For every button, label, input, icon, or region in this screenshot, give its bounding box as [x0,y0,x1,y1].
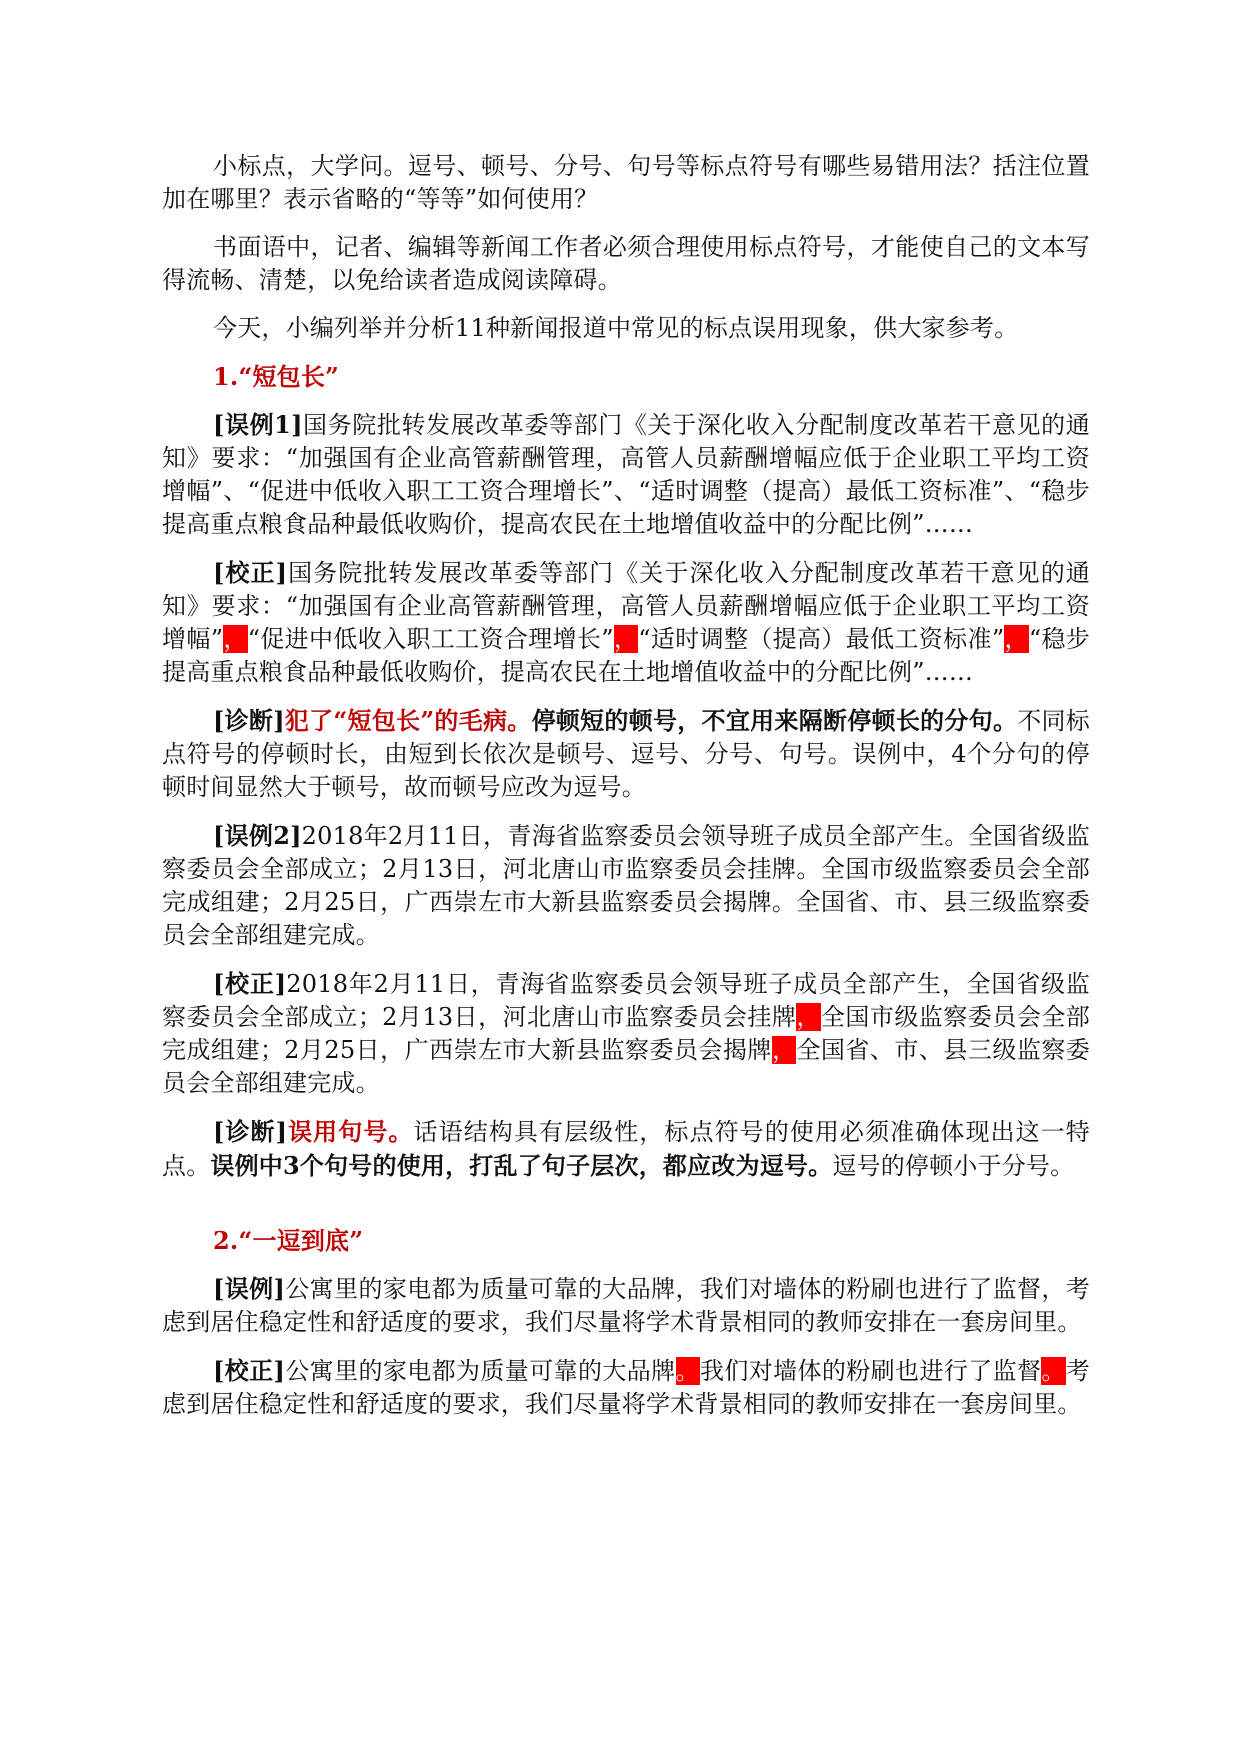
correction-text: “稳步提高重点粮食品种最低收购价，提高农民在土地增值收益中的分配比例”…… [162,625,1091,686]
diagnosis-2 [162,1115,1090,1183]
correction-tag: [校正] [213,969,287,998]
document-page [162,150,1090,1436]
wrong-example-2 [162,819,1090,952]
diagnosis-text: 不同标点符号的停顿时长，由短到长依次是顿号、逗号、分号、句号。误例中，4个分句的停顿时间显然大于顿号，故而顿号应改为逗号。 [162,707,1090,801]
wrong-example-text: 国务院批转发展改革委等部门《关于深化收入分配制度改革若干意见的通知》要求：“加强国有企业高管薪酬管理，高管人员薪酬增幅应低于企业职工平均工资增幅”、“促进中低收入职工工资合理增长”、“适时调整（提高）最低工资标准”、“稳步提高重点粮食品种最低收购价，提高农民在土地增值收益中的分配比例”…… [162,411,1090,538]
correction-text: 国务院批转发展改革委等部门《关于深化收入分配制度改革若干意见的通知》要求：“加强国有企业高管薪酬管理，高管人员薪酬增幅应低于企业职工平均工资增幅” [162,559,1090,653]
diagnosis-1 [162,704,1090,804]
correction-text: “促进中低收入职工工资合理增长” [247,625,614,653]
correction-2 [162,967,1090,1100]
correction-3 [162,1354,1090,1421]
diagnosis-tag: [诊断] [213,1117,288,1146]
wrong-example-tag: [误例2] [213,821,302,850]
corrected-punctuation-mark: 。 [675,1357,700,1385]
intro-paragraph-3: 今天，小编列举并分析11种新闻报道中常见的标点误用现象，供大家参考。 [213,314,1019,342]
wrong-example-3 [162,1272,1090,1339]
diagnosis-tag: [诊断] [213,706,285,735]
correction-text: 我们对墙体的粉刷也进行了监督 [699,1357,1042,1385]
wrong-example-1 [162,408,1090,541]
wrong-example-text: 2018年2月11日，青海省监察委员会领导班子成员全部产生。全国省级监察委员会全部成立；2月13日，河北唐山市监察委员会挂牌。全国市级监察委员会全部完成组建；2月25日，广西崇左市大新县监察委员会揭牌。全国省、市、县三级监察委员会全部组建完成。 [162,822,1090,949]
corrected-punctuation-mark: ， [1004,625,1029,653]
correction-text: 全国市级监察委员会全部完成组建；2月25日，广西崇左市大新县监察委员会揭牌 [162,1003,1091,1064]
diagnosis-summary: 误用句号。 [287,1117,414,1146]
correction-text: 考虑到居住稳定性和舒适度的要求，我们尽量将学术背景相同的教师安排在一套房间里。 [162,1357,1090,1418]
intro-paragraph-2: 书面语中，记者、编辑等新闻工作者必须合理使用标点符号，才能使自己的文本写得流畅、清楚，以免给读者造成阅读障碍。 [162,233,1090,294]
section-2-heading: 2.“一逗到底” [213,1226,364,1255]
corrected-punctuation-mark: ， [223,625,248,653]
wrong-example-text: 公寓里的家电都为质量可靠的大品牌，我们对墙体的粉刷也进行了监督，考虑到居住稳定性和舒适度的要求，我们尽量将学术背景相同的教师安排在一套房间里。 [162,1275,1090,1336]
wrong-example-tag: [误例] [213,1274,286,1303]
diagnosis-text: 话语结构具有层级性，标点符号的使用必须准确体现出这一特点。 [162,1118,1091,1180]
intro-paragraph-1: 小标点，大学问。逗号、顿号、分号、句号等标点符号有哪些易错用法？括注位置加在哪里？表示省略的“等等”如何使用？ [162,152,1090,213]
section-1-heading: 1.“短包长” [213,362,340,391]
corrected-punctuation-mark: ， [613,625,639,653]
corrected-punctuation-mark: 。 [1041,1357,1066,1385]
correction-text: 公寓里的家电都为质量可靠的大品牌 [285,1357,676,1385]
corrected-punctuation-mark: ， [771,1036,797,1064]
corrected-punctuation-mark: ， [796,1003,821,1031]
correction-text: “适时调整（提高）最低工资标准” [638,625,1005,653]
correction-tag: [校正] [213,1356,286,1385]
diagnosis-summary: 犯了“短包长”的毛病。 [284,706,532,735]
diagnosis-text: 逗号的停顿小于分号。 [832,1152,1075,1180]
wrong-example-tag: [误例1] [213,410,303,439]
correction-text: 2018年2月11日，青海省监察委员会领导班子成员全部产生，全国省级监察委员会全部成立；2月13日，河北唐山市监察委员会挂牌 [162,970,1090,1031]
diagnosis-key-point: 误例中3个句号的使用，打乱了句子层次，都应改为逗号。 [210,1151,833,1180]
correction-tag: [校正] [213,558,288,587]
correction-text: 全国省、市、县三级监察委员会全部组建完成。 [162,1036,1091,1097]
diagnosis-key-point: 停顿短的顿号，不宜用来隔断停顿长的分句。 [531,706,1018,735]
correction-1 [162,556,1090,689]
